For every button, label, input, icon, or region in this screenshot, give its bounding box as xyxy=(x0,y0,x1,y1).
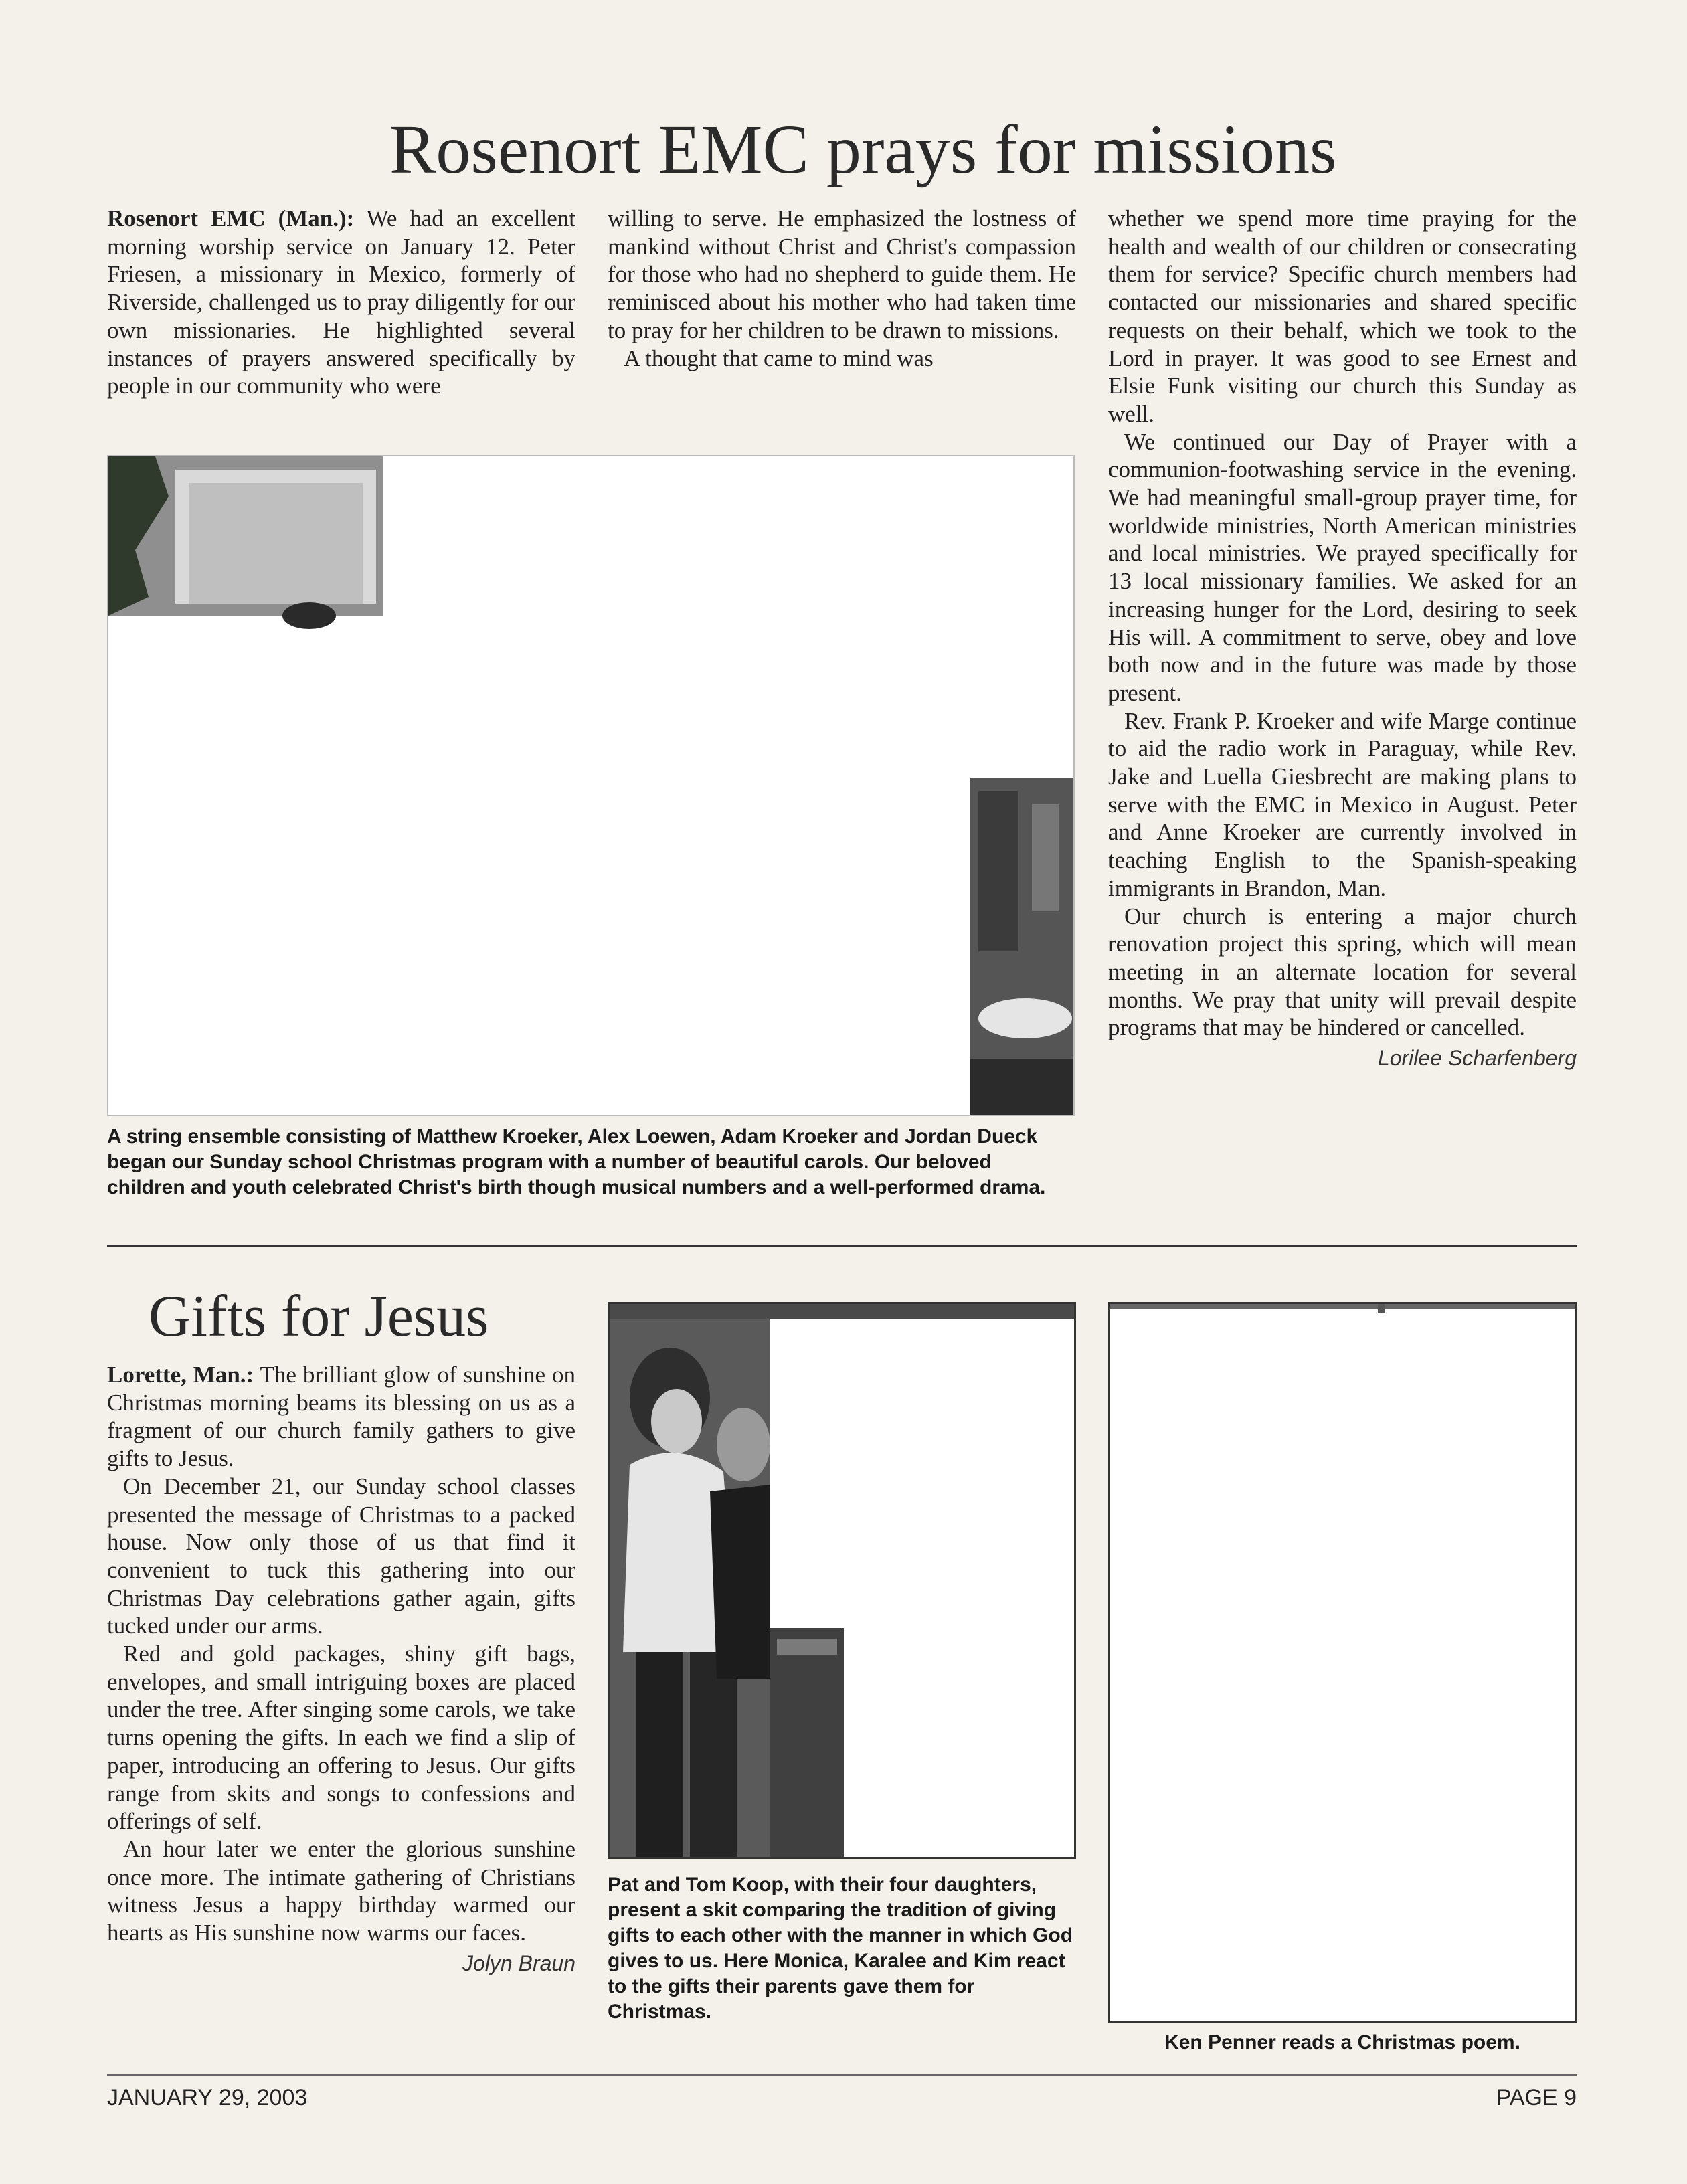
article1-column-2 xyxy=(608,205,1076,372)
footer-page-number: PAGE 9 xyxy=(1496,2085,1577,2110)
article1-column-3 xyxy=(1108,205,1577,1073)
article1-paragraph: willing to serve. He emphasized the lostness of mankind without Christ and Christ's compassion for those who had no shepherd to guide them. He reminisced about his mother who had taken time to pray for her children to be drawn to missions. xyxy=(608,205,1076,343)
article1-headline: Rosenort EMC prays for missions xyxy=(389,111,1337,188)
article1-paragraph: A thought that came to mind was xyxy=(624,345,934,371)
footer-rule xyxy=(107,2074,1577,2076)
article2-paragraph xyxy=(107,1361,575,1473)
article1-col1-text: We had an excellent morning worship service on January 12. Peter Friesen, a missionary in Mexico, formerly of Riverside, challenged us to pray diligently for our own missionaries. He highlighted several instances of prayers answered specifically by people in our community who were xyxy=(107,205,575,399)
article1-paragraph: whether we spend more time praying for the health and wealth of our children or consecrating them for service? Specific church members had contacted our missionaries and shared specific requests on their behalf, which we took to the Lord in prayer. It was good to see Ernest and Elsie Funk visiting our church this Sunday as well. xyxy=(1108,205,1577,427)
article2-paragraph: On December 21, our Sunday school classes presented the message of Christmas to a packed house. Now only those of us that find it convenient to tuck this gathering into our Christmas Day celebrations gather again, gifts tucked under our arms. xyxy=(107,1473,575,1639)
article2-dateline: Lorette, Man.: xyxy=(107,1362,254,1388)
article2-p1-text: The brilliant glow of sunshine on Christmas morning beams its blessing on us as a fragment of our church family gathers to give gifts to Jesus. xyxy=(107,1362,575,1472)
footer-date: JANUARY 29, 2003 xyxy=(107,2085,308,2110)
string-ensemble-photo xyxy=(107,455,1075,1116)
article1-paragraph: Rev. Frank P. Kroeker and wife Marge continue to aid the radio work in Paraguay, while Rev. Jake and Luella Giesbrecht are making plans to serve with the EMC in Mexico in August. Peter and Anne Kroeker are currently involved in teaching English to the Spanish-speaking immigrants in Brandon, Man. xyxy=(1108,707,1577,901)
section-divider xyxy=(107,1245,1577,1247)
article2-column xyxy=(107,1361,575,1977)
article1-paragraph xyxy=(107,205,575,400)
article2-headline: Gifts for Jesus xyxy=(149,1284,489,1349)
article1-dateline: Rosenort EMC (Man.): xyxy=(107,205,355,232)
article2-byline: Jolyn Braun xyxy=(462,1950,575,1975)
ken-penner-caption: Ken Penner reads a Christmas poem. xyxy=(1164,2031,1520,2054)
article2-paragraph: Red and gold packages, shiny gift bags, envelopes, and small intriguing boxes are placed under the tree. After singing some carols, we take turns opening the gifts. In each we find a slip of paper, introducing an offering to Jesus. Our gifts range from skits and songs to confessions and offerings of self. xyxy=(107,1641,575,1835)
photo-fragments xyxy=(108,456,1075,1116)
article1-column-1 xyxy=(107,205,575,400)
article2-paragraph: An hour later we enter the glorious sunshine once more. The intimate gathering of Christians witness Jesus a happy birthday warmed our hearts as His sunshine now warms our faces. xyxy=(107,1835,575,1946)
koop-family-caption: Pat and Tom Koop, with their four daughters, present a skit comparing the tradition of giving gifts to each other with the manner in which God gives to us. Here Monica, Karalee and Kim react to the gifts their parents gave them for Christmas. xyxy=(608,1874,1073,2023)
photo-fragments xyxy=(1110,1304,1577,2023)
koop-family-photo xyxy=(608,1302,1076,1859)
article1-byline: Lorilee Scharfenberg xyxy=(1377,1046,1577,1071)
string-ensemble-caption: A string ensemble consisting of Matthew Kroeker, Alex Loewen, Adam Kroeker and Jordan Dueck began our Sunday school Christmas program with a number of beautiful carols. Our beloved children and youth celebrated Christ's birth though musical numbers and a well-performed drama. xyxy=(107,1125,1046,1198)
article1-paragraph: We continued our Day of Prayer with a communion-footwashing service in the evening. We had meaningful small-group prayer time, for worldwide ministries, North American ministries and local ministries. We prayed specifically for 13 local missionary families. We asked for an increasing hunger for the Lord, desiring to seek His will. A commitment to serve, obey and love both now and in the future was made by those present. xyxy=(1108,428,1577,706)
ken-penner-photo xyxy=(1108,1302,1577,2023)
photo-fragments xyxy=(610,1304,1076,1859)
article1-paragraph: Our church is entering a major church renovation project this spring, which will mean meeting in an alternate location for several months. We pray that unity will prevail despite programs that may be hindered or cancelled. xyxy=(1108,903,1577,1041)
